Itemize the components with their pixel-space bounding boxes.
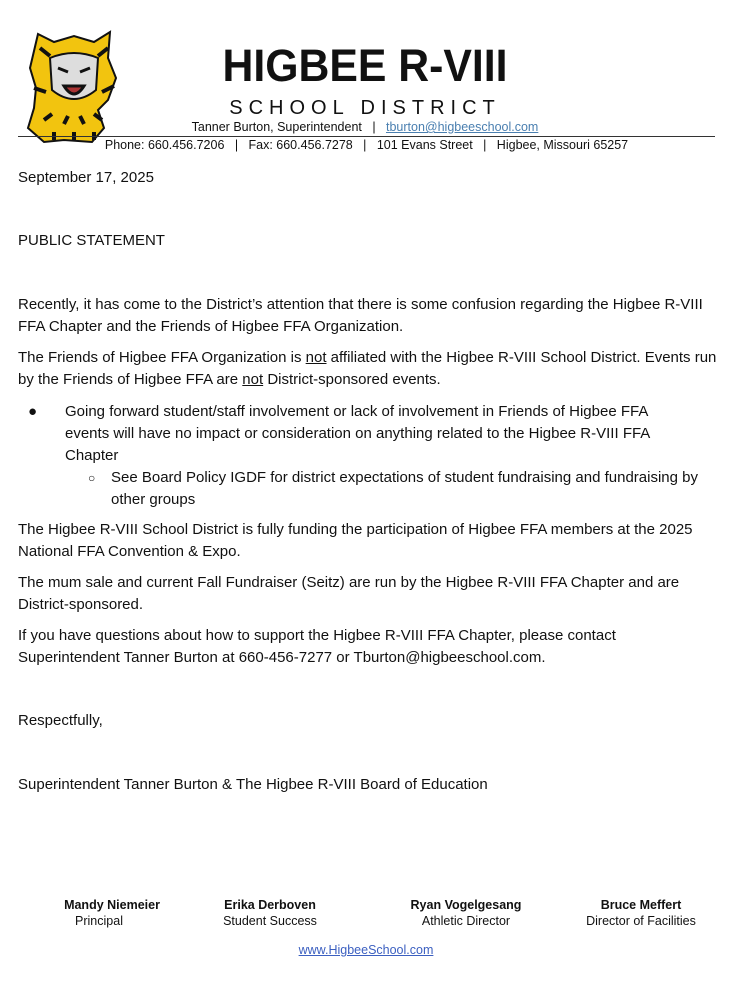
staff-title: Athletic Director <box>421 914 511 928</box>
sub-bullet-item: ○ See Board Policy IGDF for district expectations of student fundraising and fundraising by other groups <box>88 469 698 508</box>
letter-date: September 17, 2025 <box>18 169 154 186</box>
staff-name: Ryan Vogelgesang <box>410 898 522 912</box>
staff-title: Director of Facilities <box>586 914 696 928</box>
district-subtitle: SCHOOL DISTRICT <box>229 97 501 119</box>
paragraph-4: The mum sale and current Fall Fundraiser (Seitz) are run by the Higbee R-VIII FFA Chapter and are District-sponsored. <box>18 574 680 613</box>
staff-name: Erika Derboven <box>224 898 316 912</box>
paragraph-1: Recently, it has come to the District’s attention that there is some confusion regarding the Higbee R-VIII FFA Chapter and the Friends of Higbee FFA Organization. <box>18 296 703 335</box>
letter-heading: PUBLIC STATEMENT <box>18 232 165 249</box>
p2-emphasis: not <box>305 349 327 366</box>
p2-emphasis: not <box>242 371 264 388</box>
staff-entry <box>27 897 197 929</box>
paragraph-2 <box>18 347 730 391</box>
website-link[interactable]: www.HigbeeSchool.com <box>298 943 434 957</box>
district-title: HIGBEE R-VIII <box>222 40 508 91</box>
closing: Respectfully, <box>18 712 103 729</box>
staff-title: Student Success <box>223 914 317 928</box>
staff-entry <box>185 897 355 929</box>
p2-text: District-sponsored events. <box>263 371 441 388</box>
bullet-list <box>18 401 718 511</box>
bullet-item: ● Going forward student/staff involvement or lack of involvement in Friends of Higbee FFA events will have no impact or consideration on anything related to the Higbee R-VIII FFA Chapter <box>28 403 650 464</box>
p2-text: The Friends of Higbee FFA Organization is <box>18 349 306 366</box>
paragraph-3: The Higbee R-VIII School District is fully funding the participation of Higbee FFA members at the 2025 National FFA Convention & Expo. <box>18 521 693 560</box>
paragraph-5: If you have questions about how to support the Higbee R-VIII FFA Chapter, please contact Superintendent Tanner Burton at 660-456-7277 or Tburton@higbeeschool.com. <box>18 627 616 666</box>
staff-title: Principal <box>75 914 123 928</box>
tiger-mascot-logo <box>24 28 124 144</box>
staff-entry <box>381 897 551 929</box>
p2-text: affiliated with the Higbee R-VIII School District. Events run by the Friends of Higbee FFA are <box>18 349 717 388</box>
contact-line: Phone: 660.456.7206 | Fax: 660.456.7278 | 101 Evans Street | Higbee, Missouri 65257 <box>104 138 629 152</box>
superintendent-email-link[interactable]: tburton@higbeeschool.com <box>385 120 539 134</box>
sub-bullet-text: See Board Policy IGDF for district expectations of student fundraising and fundraising by other groups <box>111 469 698 508</box>
staff-name: Mandy Niemeier <box>64 898 160 912</box>
superintendent-line <box>150 120 580 135</box>
bullet-text: Going forward student/staff involvement or lack of involvement in Friends of Higbee FFA events will have no impact or consideration on anything related to the Higbee R-VIII FFA Chapter <box>65 403 650 464</box>
separator: | <box>372 120 376 134</box>
staff-name: Bruce Meffert <box>600 898 682 912</box>
superintendent-name: Tanner Burton, Superintendent <box>191 120 362 134</box>
staff-entry <box>556 897 726 929</box>
header-divider <box>18 136 715 137</box>
signature: Superintendent Tanner Burton & The Higbee R-VIII Board of Education <box>18 776 488 793</box>
website-line <box>0 943 732 957</box>
